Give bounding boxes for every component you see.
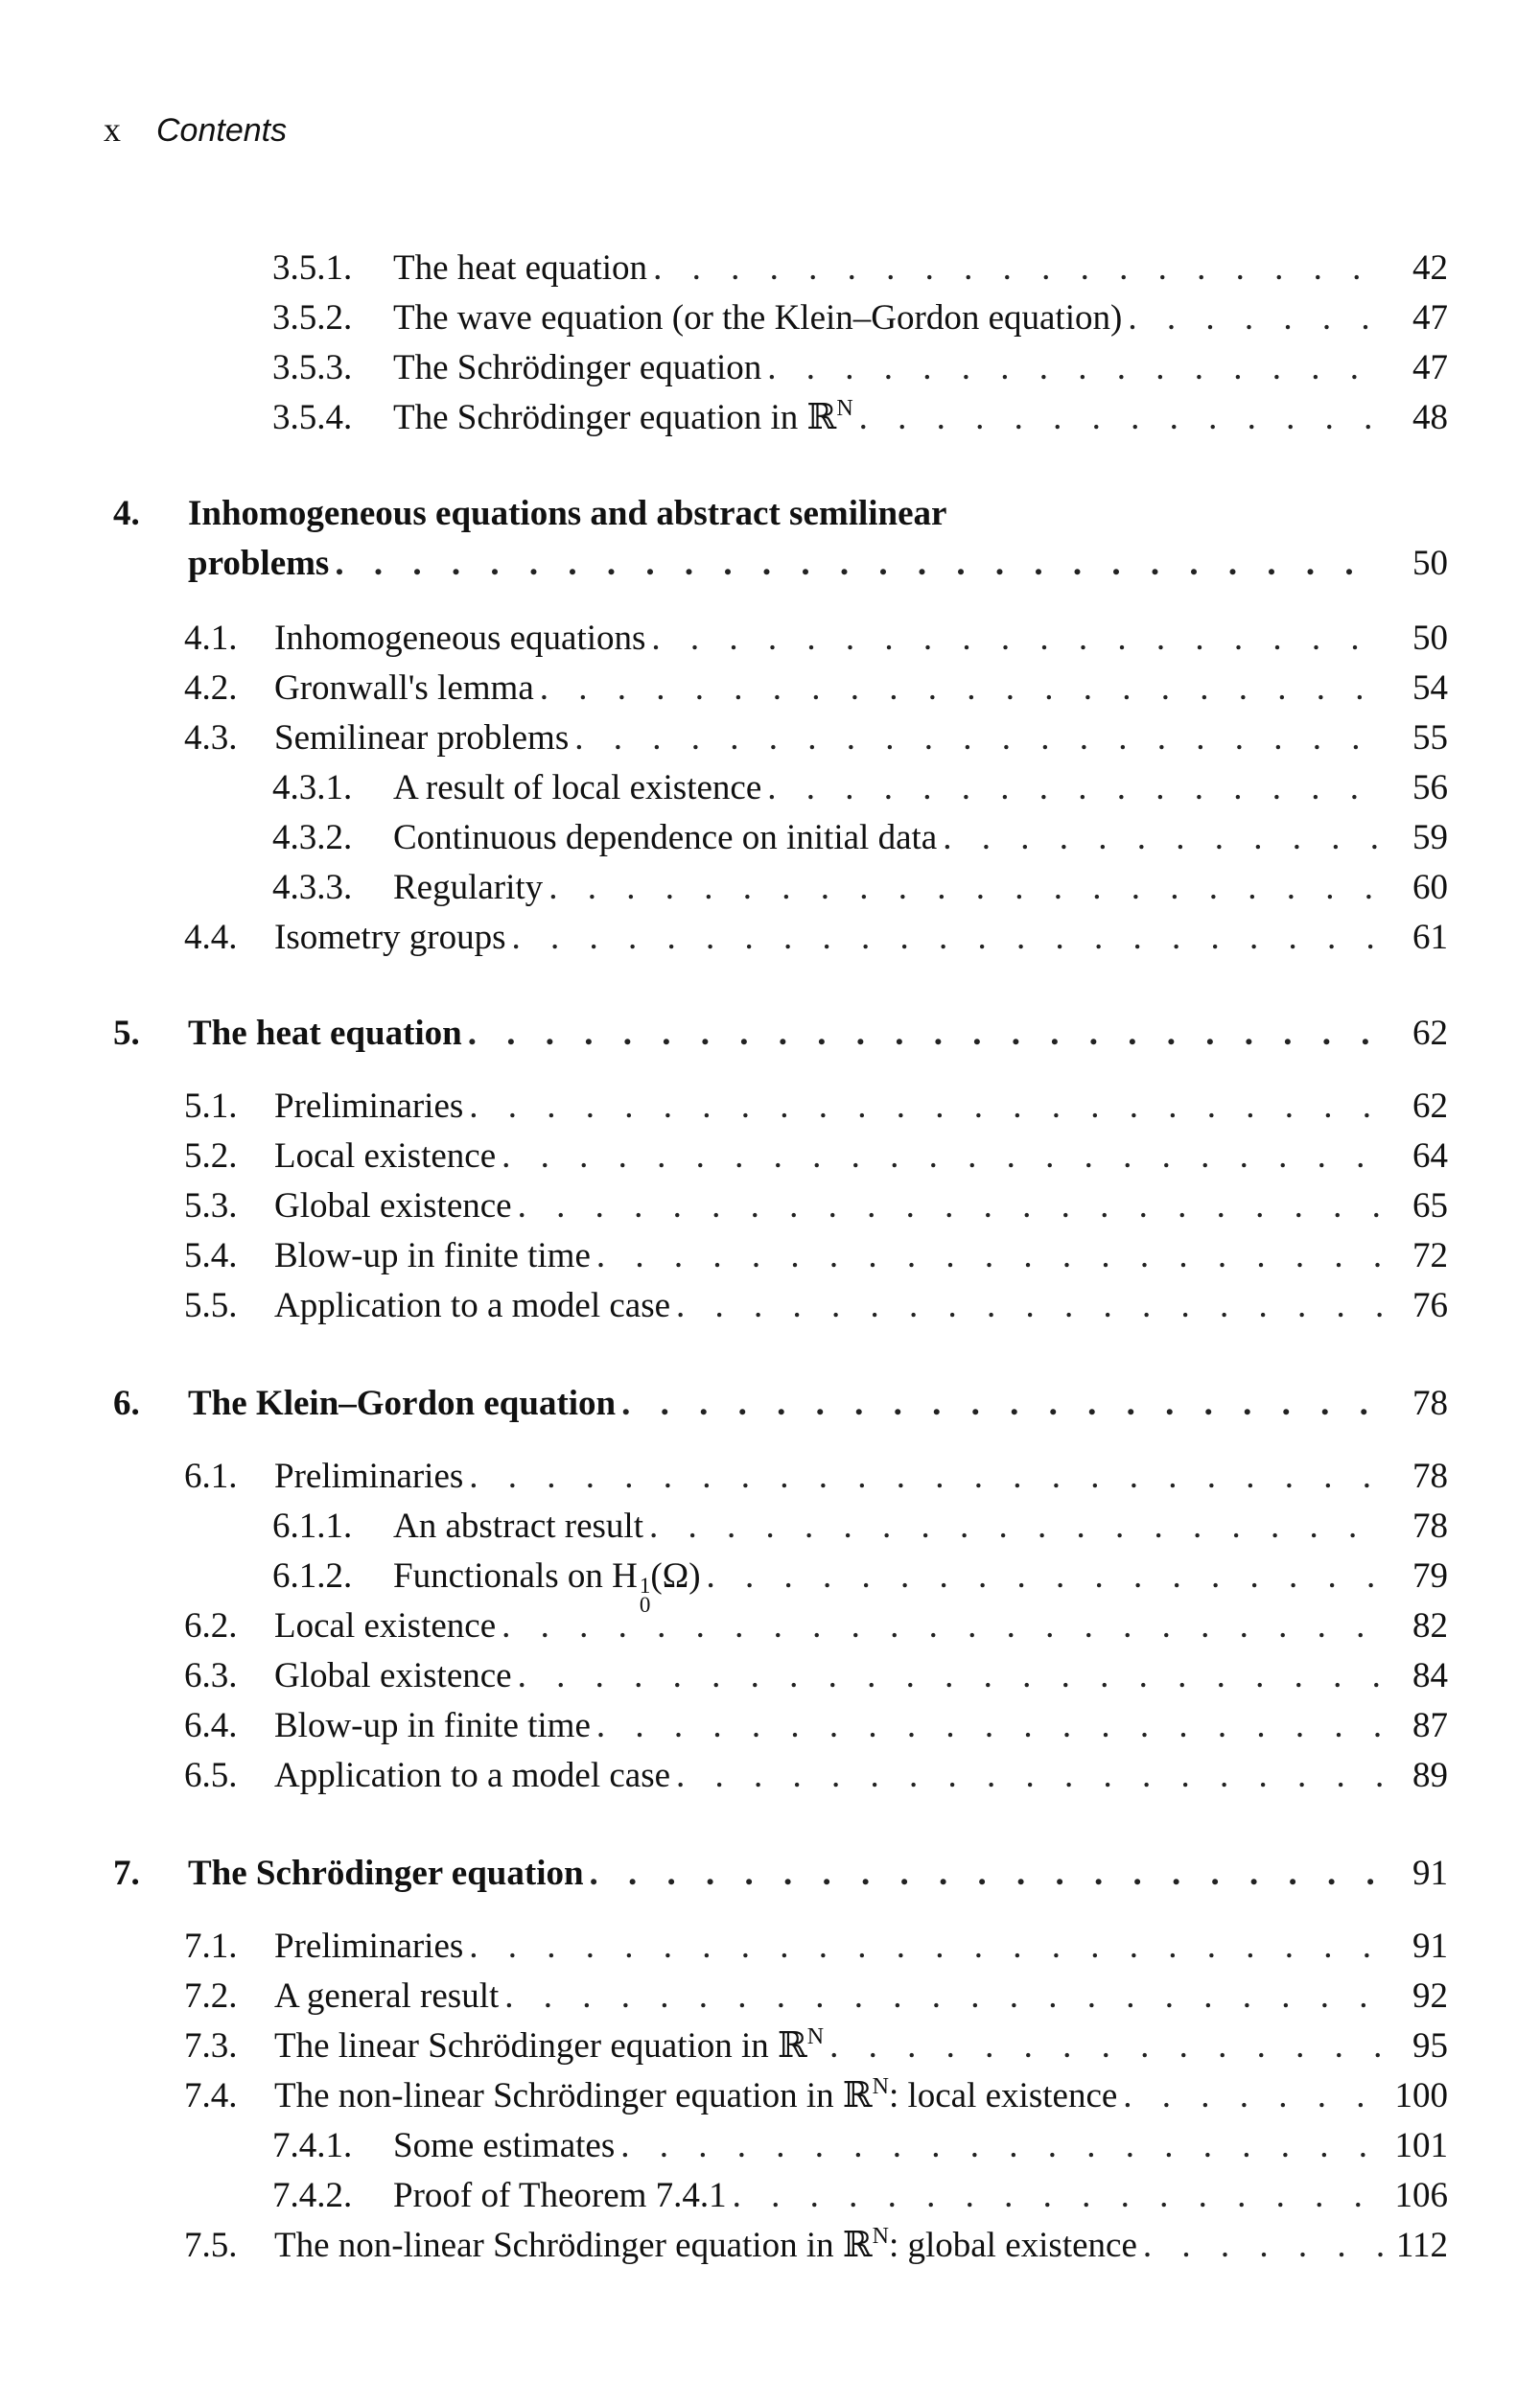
- toc-entry-page: 78: [1412, 1384, 1448, 1423]
- toc-entry-5-4[interactable]: [184, 1231, 1448, 1281]
- toc-entry-title: [274, 2221, 1143, 2271]
- toc-entry-title: Isometry groups: [274, 918, 506, 957]
- toc-entry-4-2[interactable]: [184, 664, 1448, 713]
- toc-entry-4-3-1[interactable]: [272, 763, 1448, 813]
- toc-entry-page: 101: [1394, 2126, 1448, 2165]
- superscript: N: [806, 2024, 825, 2049]
- toc-entry-page: 82: [1412, 1606, 1448, 1646]
- toc-entry-title: A general result: [274, 1976, 500, 2016]
- toc-entry-3-5-2[interactable]: [272, 293, 1448, 343]
- toc-entry-4-3-3[interactable]: [272, 863, 1448, 913]
- toc-entry-page: 50: [1412, 544, 1448, 583]
- chapter-6-entry[interactable]: [113, 1379, 1448, 1429]
- toc-entry-number: 5.1.: [184, 1087, 238, 1126]
- chapter-4-heading[interactable]: [113, 489, 946, 539]
- toc-entry-page: 91: [1412, 1927, 1448, 1966]
- chapter-title: The Schrödinger equation: [188, 1854, 584, 1893]
- dot-leader: [1143, 2221, 1383, 2271]
- dot-leader: [548, 863, 1383, 913]
- toc-entry-page: 42: [1412, 248, 1448, 288]
- dot-leader: [502, 1132, 1383, 1181]
- toc-entry-title: Gronwall's lemma: [274, 668, 534, 708]
- toc-entry-7-4[interactable]: [184, 2071, 1448, 2121]
- toc-entry-3-5-4[interactable]: [272, 393, 1448, 443]
- toc-entry-7-3[interactable]: [184, 2021, 1448, 2071]
- dot-leader: [767, 343, 1383, 393]
- toc-entry-number: 4.4.: [184, 918, 238, 957]
- toc-entry-title: Proof of Theorem 7.4.1: [393, 2176, 727, 2215]
- toc-entry-number: 7.2.: [184, 1976, 238, 2016]
- chapter-title-line1: Inhomogeneous equations and abstract semilinear: [188, 494, 947, 533]
- toc-entry-page: 56: [1412, 768, 1448, 807]
- dot-leader: [590, 1849, 1383, 1899]
- toc-entry-title: The wave equation (or the Klein–Gordon equation): [393, 298, 1123, 338]
- toc-entry-title: A result of local existence: [393, 768, 762, 807]
- toc-entry-number: 7.4.2.: [272, 2176, 353, 2215]
- dot-leader: [651, 614, 1383, 664]
- toc-entry-title: Application to a model case: [274, 1756, 671, 1795]
- toc-entry-4-3[interactable]: [184, 713, 1448, 763]
- dot-leader: [504, 1972, 1383, 2021]
- dot-leader: [1123, 2071, 1383, 2121]
- toc-entry-number: 7.4.: [184, 2076, 238, 2115]
- toc-entry-number: 5.5.: [184, 1286, 238, 1325]
- toc-entry-title: Preliminaries: [274, 1927, 464, 1966]
- toc-entry-page: 47: [1412, 298, 1448, 338]
- dot-leader: [596, 1231, 1383, 1281]
- dot-leader: [649, 1502, 1383, 1552]
- toc-entry-5-2[interactable]: [184, 1132, 1448, 1181]
- dot-leader: [468, 1009, 1383, 1059]
- toc-entry-number: 6.1.2.: [272, 1556, 353, 1596]
- toc-entry-number: 3.5.4.: [272, 398, 353, 437]
- dot-leader: [676, 1751, 1383, 1801]
- title-tail: (Ω): [650, 1556, 701, 1596]
- toc-entry-title: Some estimates: [393, 2126, 616, 2165]
- toc-entry-7-4-2[interactable]: [272, 2171, 1448, 2221]
- dot-leader: [518, 1651, 1383, 1701]
- toc-entry-5-3[interactable]: [184, 1181, 1448, 1231]
- toc-entry-page: 54: [1412, 668, 1448, 708]
- toc-entry-number: 5.4.: [184, 1236, 238, 1275]
- dot-leader: [518, 1181, 1383, 1231]
- chapter-number: 5.: [113, 1014, 140, 1053]
- toc-entry-number: 7.5.: [184, 2226, 238, 2265]
- toc-entry-page: 89: [1412, 1756, 1448, 1795]
- dot-leader: [943, 813, 1383, 863]
- toc-entry-title: Preliminaries: [274, 1087, 464, 1126]
- toc-entry-title: Preliminaries: [274, 1457, 464, 1496]
- toc-entry-page: 60: [1412, 868, 1448, 907]
- dot-leader: [653, 244, 1383, 293]
- toc-entry-page: 61: [1412, 918, 1448, 957]
- toc-entry-page: 76: [1412, 1286, 1448, 1325]
- chapter-5-entry[interactable]: [113, 1009, 1448, 1059]
- toc-entry-title: Blow-up in finite time: [274, 1236, 591, 1275]
- chapter-4-entry[interactable]: [113, 539, 1448, 589]
- toc-entry-6-1-2[interactable]: [272, 1552, 1448, 1617]
- toc-entry-title: The Schrödinger equation: [393, 348, 762, 387]
- toc-entry-page: 112: [1395, 2226, 1448, 2265]
- toc-entry-6-2[interactable]: [184, 1601, 1448, 1651]
- toc-entry-7-1[interactable]: [184, 1922, 1448, 1972]
- dot-leader: [1128, 293, 1383, 343]
- dot-leader: [859, 393, 1383, 443]
- toc-entry-title: [274, 2071, 1123, 2121]
- dot-leader: [469, 1922, 1383, 1972]
- toc-entry-6-1-1[interactable]: [272, 1502, 1448, 1552]
- dot-leader: [502, 1601, 1383, 1651]
- toc-entry-page: 87: [1412, 1706, 1448, 1745]
- toc-entry-page: 50: [1412, 619, 1448, 658]
- dot-leader: [829, 2021, 1383, 2071]
- title-text: The linear Schrödinger equation in ℝ: [274, 2026, 807, 2066]
- toc-entry-number: 5.3.: [184, 1186, 238, 1226]
- dot-leader: [733, 2171, 1383, 2221]
- title-text: The non-linear Schrödinger equation in ℝ: [274, 2076, 873, 2115]
- toc-entry-page: 78: [1412, 1507, 1448, 1546]
- superscript: N: [872, 2074, 889, 2099]
- toc-entry-title: Local existence: [274, 1606, 497, 1646]
- toc-entry-page: 95: [1412, 2026, 1448, 2066]
- toc-entry-page: 100: [1394, 2076, 1448, 2115]
- toc-entry-number: 4.1.: [184, 619, 238, 658]
- toc-entry-5-5[interactable]: [184, 1281, 1448, 1331]
- dot-leader: [767, 763, 1383, 813]
- toc-entry-page: 64: [1412, 1136, 1448, 1176]
- toc-entry-page: 55: [1412, 718, 1448, 758]
- toc-entry-number: 3.5.2.: [272, 298, 353, 338]
- toc-entry-4-3-2[interactable]: [272, 813, 1448, 863]
- toc-entry-number: 4.3.3.: [272, 868, 353, 907]
- superscript: N: [872, 2224, 889, 2249]
- title-tail: : local existence: [888, 2076, 1118, 2115]
- toc-entry-number: 6.2.: [184, 1606, 238, 1646]
- toc-entry-number: 6.4.: [184, 1706, 238, 1745]
- toc-entry-7-2[interactable]: [184, 1972, 1448, 2021]
- toc-entry-number: 4.3.: [184, 718, 238, 758]
- toc-entry-number: 3.5.1.: [272, 248, 353, 288]
- superscript: N: [836, 396, 853, 421]
- toc-entry-page: 84: [1412, 1656, 1448, 1695]
- toc-entry-page: 106: [1394, 2176, 1448, 2215]
- superscript: 1: [639, 1574, 651, 1598]
- toc-entry-number: 4.3.2.: [272, 818, 353, 857]
- toc-entry-3-5-3[interactable]: [272, 343, 1448, 393]
- toc-entry-title: Continuous dependence on initial data: [393, 818, 938, 857]
- toc-entry-page: 79: [1412, 1556, 1448, 1596]
- toc-entry-number: 6.5.: [184, 1756, 238, 1795]
- chapter-number: 6.: [113, 1384, 140, 1423]
- chapter-number: 4.: [113, 494, 140, 533]
- dot-leader: [540, 664, 1383, 713]
- toc-entry-number: 5.2.: [184, 1136, 238, 1176]
- toc-entry-page: 59: [1412, 818, 1448, 857]
- toc-entry-page: 48: [1412, 398, 1448, 437]
- title-text: Functionals on H: [393, 1556, 638, 1596]
- toc-entry-title: Blow-up in finite time: [274, 1706, 591, 1745]
- chapter-title: The Klein–Gordon equation: [188, 1384, 617, 1423]
- dot-leader: [620, 2121, 1383, 2171]
- toc-entry-title: Semilinear problems: [274, 718, 570, 758]
- dot-leader: [621, 1379, 1383, 1429]
- dot-leader: [469, 1082, 1383, 1132]
- toc-entry-7-5[interactable]: [184, 2221, 1448, 2271]
- toc-entry-page: 92: [1412, 1976, 1448, 2016]
- toc-entry-6-1[interactable]: [184, 1452, 1448, 1502]
- toc-entry-number: 6.1.1.: [272, 1507, 353, 1546]
- toc-entry-page: 47: [1412, 348, 1448, 387]
- toc-entry-page: 65: [1412, 1186, 1448, 1226]
- toc-entry-page: 62: [1412, 1087, 1448, 1126]
- toc-entry-title: Inhomogeneous equations: [274, 619, 646, 658]
- toc-entry-title: Regularity: [393, 868, 544, 907]
- toc-entry-number: 3.5.3.: [272, 348, 353, 387]
- toc-entry-4-4[interactable]: [184, 913, 1448, 963]
- title-text: The non-linear Schrödinger equation in ℝ: [274, 2226, 873, 2265]
- title-tail: : global existence: [888, 2226, 1137, 2265]
- toc-entry-5-1[interactable]: [184, 1082, 1448, 1132]
- toc-entry-number: 4.3.1.: [272, 768, 353, 807]
- dot-leader: [596, 1701, 1383, 1751]
- toc-entry-page: 72: [1412, 1236, 1448, 1275]
- toc-entry-title: The heat equation: [393, 248, 648, 288]
- toc-entry-3-5-1[interactable]: [272, 244, 1448, 293]
- dot-leader: [676, 1281, 1383, 1331]
- toc-entry-number: 4.2.: [184, 668, 238, 708]
- toc-entry-page: 78: [1412, 1457, 1448, 1496]
- dot-leader: [512, 913, 1384, 963]
- toc-entry-title: Local existence: [274, 1136, 497, 1176]
- dot-leader: [574, 713, 1383, 763]
- dot-leader: [469, 1452, 1383, 1502]
- dot-leader: [707, 1552, 1383, 1601]
- subscript: 0: [639, 1593, 651, 1617]
- toc-entry-number: 7.1.: [184, 1927, 238, 1966]
- toc-entry-4-1[interactable]: [184, 614, 1448, 664]
- header-title: Contents: [156, 112, 288, 149]
- dot-leader: [335, 539, 1383, 589]
- toc-entry-6-5[interactable]: [184, 1751, 1448, 1801]
- header-page-number: x: [104, 110, 121, 149]
- title-text: The Schrödinger equation in ℝ: [393, 398, 837, 437]
- chapter-number: 7.: [113, 1854, 140, 1893]
- chapter-title-line2: problems: [188, 544, 330, 583]
- toc-entry-title: Global existence: [274, 1186, 512, 1226]
- toc-entry-6-4[interactable]: [184, 1701, 1448, 1751]
- toc-entry-title: Application to a model case: [274, 1286, 671, 1325]
- chapter-7-entry[interactable]: [113, 1849, 1448, 1899]
- toc-entry-title: Global existence: [274, 1656, 512, 1695]
- toc-entry-page: 62: [1412, 1014, 1448, 1053]
- running-head: [104, 107, 287, 152]
- toc-entry-title: An abstract result: [393, 1507, 643, 1546]
- toc-entry-page: 91: [1412, 1854, 1448, 1893]
- toc-entry-number: 6.3.: [184, 1656, 238, 1695]
- toc-entry-title: [274, 2021, 829, 2071]
- toc-entry-title: [393, 393, 859, 443]
- toc-entry-7-4-1[interactable]: [272, 2121, 1448, 2171]
- toc-entry-number: 7.4.1.: [272, 2126, 353, 2165]
- toc-entry-number: 6.1.: [184, 1457, 238, 1496]
- toc-entry-number: 7.3.: [184, 2026, 238, 2066]
- chapter-title: The heat equation: [188, 1014, 462, 1053]
- toc-entry-6-3[interactable]: [184, 1651, 1448, 1701]
